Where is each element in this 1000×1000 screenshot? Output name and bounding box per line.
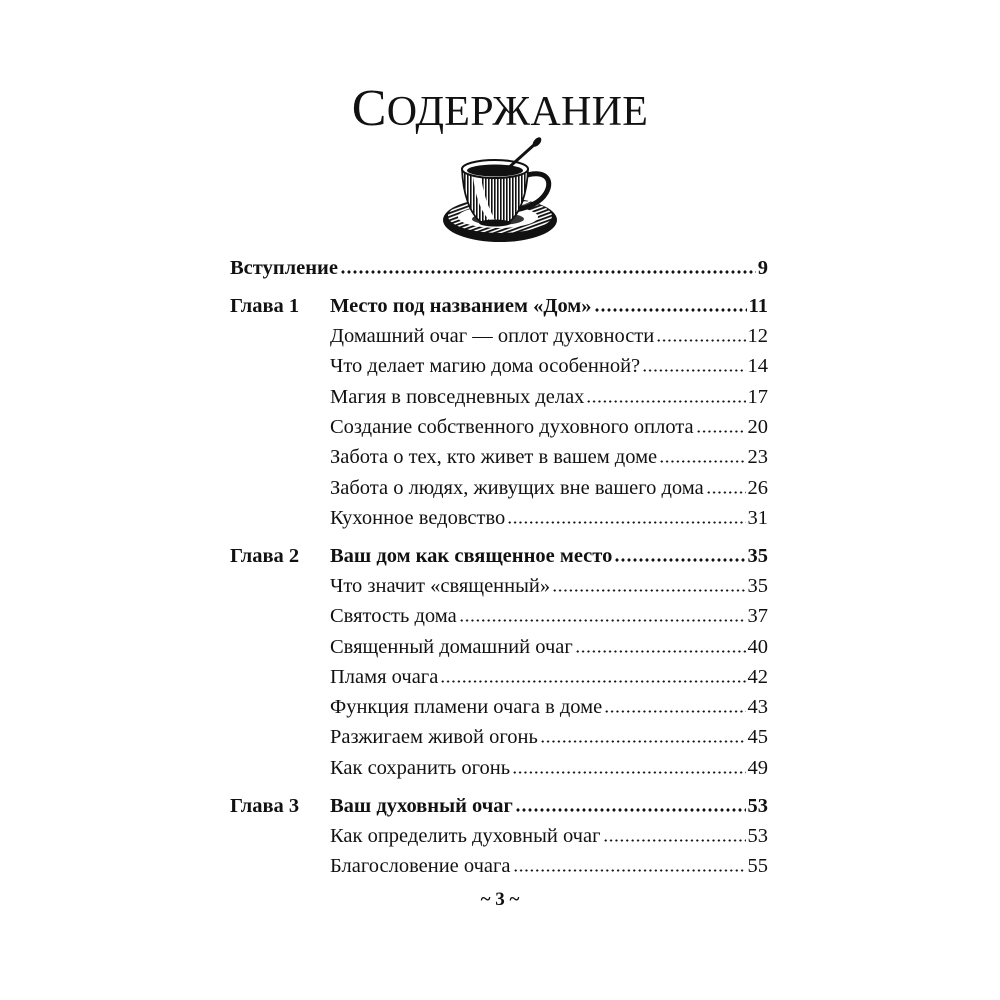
dot-leader <box>512 771 745 774</box>
chapter-title: Ваш дом как священное место <box>330 544 613 567</box>
dot-leader <box>513 869 746 872</box>
toc-entry <box>330 851 768 881</box>
entry-page: 43 <box>747 696 768 719</box>
entry-title: Вступление <box>230 257 338 279</box>
toc-entry <box>330 442 768 472</box>
chapter-label: Глава 3 <box>230 794 300 817</box>
entry-page: 17 <box>747 385 768 408</box>
toc-entry <box>330 473 768 503</box>
toc-entry <box>330 821 768 851</box>
toc-entry <box>330 571 768 601</box>
toc-entry <box>330 632 768 662</box>
dot-leader <box>586 400 745 403</box>
chapter-title: Место под названием «Дом» <box>330 294 592 317</box>
toc-entry <box>330 412 768 442</box>
chapter-page: 53 <box>747 794 768 817</box>
entry-title: Святость дома <box>330 605 457 628</box>
dot-leader <box>540 740 746 743</box>
entry-page: 55 <box>747 855 768 878</box>
teacup-with-spoon-icon <box>440 136 560 246</box>
dot-leader <box>575 650 746 653</box>
entry-page: 49 <box>747 756 768 779</box>
page-number: ~ 3 ~ <box>480 889 520 910</box>
entry-title: Пламя очага <box>330 665 439 688</box>
dot-leader <box>459 619 746 622</box>
dot-leader <box>552 589 745 592</box>
toc-entry <box>330 351 768 381</box>
entry-page: 26 <box>747 476 768 499</box>
entry-title: Священный домашний очаг <box>330 635 573 658</box>
chapter-label: Глава 1 <box>230 294 300 317</box>
entry-page: 35 <box>747 574 768 597</box>
toc-entry <box>330 382 768 412</box>
entry-title: Благословение очага <box>330 855 511 878</box>
dot-leader <box>706 491 746 494</box>
dot-leader <box>603 839 746 842</box>
chapter-page: 11 <box>748 294 768 317</box>
entry-title: Магия в повседневных делах <box>330 385 585 408</box>
entry-page: 40 <box>747 635 768 658</box>
toc-entry-intro <box>230 253 768 283</box>
dot-leader <box>656 339 745 342</box>
entry-page: 14 <box>747 355 768 378</box>
dot-leader <box>440 680 745 683</box>
entry-page: 9 <box>757 257 768 279</box>
chapter-title-row <box>330 541 768 571</box>
toc-entry <box>330 662 768 692</box>
dot-leader <box>507 521 745 524</box>
entry-title: Кухонное ведовство <box>330 506 506 529</box>
entry-page: 53 <box>747 824 768 847</box>
entry-title: Что делает магию дома особенной? <box>330 355 641 378</box>
entry-title: Как определить духовный очаг <box>330 824 601 847</box>
entry-page: 37 <box>747 605 768 628</box>
entry-page: 31 <box>747 506 768 529</box>
dot-leader <box>515 808 746 812</box>
toc-entry <box>330 722 768 752</box>
toc-entry <box>330 321 768 351</box>
entry-title: Создание собственного духовного оплота <box>330 415 694 438</box>
entry-title: Разжигаем живой огонь <box>330 726 538 749</box>
dot-leader <box>604 710 745 713</box>
entry-title: Забота о людях, живущих вне вашего дома <box>330 476 704 499</box>
entry-page: 20 <box>747 415 768 438</box>
entry-title: Домашний очаг — оплот духовности <box>330 325 655 348</box>
chapter-title-row <box>330 791 768 821</box>
toc-entry <box>330 601 768 631</box>
table-of-contents <box>230 253 768 881</box>
toc-entry <box>330 753 768 783</box>
toc-entry <box>330 503 768 533</box>
entry-page: 12 <box>747 325 768 348</box>
dot-leader <box>696 430 746 433</box>
entry-page: 42 <box>747 665 768 688</box>
chapter-title: Ваш духовный очаг <box>330 794 513 817</box>
entry-title: Забота о тех, кто живет в вашем доме <box>330 446 658 469</box>
page-title: СОДЕРЖАНИЕ <box>351 80 649 137</box>
entry-title: Как сохранить огонь <box>330 756 511 779</box>
dot-leader <box>659 460 745 463</box>
chapter-2 <box>230 541 768 783</box>
chapter-label: Глава 2 <box>230 544 300 567</box>
entry-title: Что значит «священный» <box>330 574 551 597</box>
entry-page: 45 <box>747 726 768 749</box>
chapter-page: 35 <box>747 544 768 567</box>
dot-leader <box>614 558 745 562</box>
entry-title: Функция пламени очага в доме <box>330 696 603 719</box>
entry-page: 23 <box>747 446 768 469</box>
chapter-title-row <box>330 291 768 321</box>
chapter-3 <box>230 791 768 882</box>
dot-leader <box>642 369 745 372</box>
dot-leader <box>340 270 756 274</box>
chapter-1 <box>230 291 768 533</box>
toc-entry <box>330 692 768 722</box>
dot-leader <box>594 308 747 312</box>
